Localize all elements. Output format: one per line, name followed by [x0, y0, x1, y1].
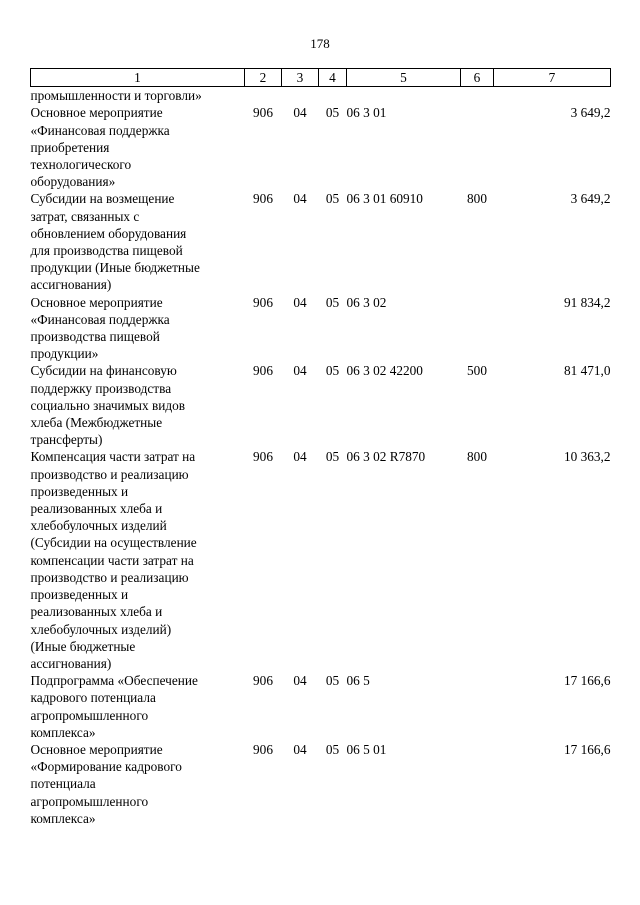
row-amount: 3 649,2 [570, 191, 611, 207]
table-row [31, 362, 611, 448]
row-subsection-code: 05 [325, 294, 340, 310]
row-expense-type: 500 [467, 363, 487, 379]
row-target-article: 06 3 01 [346, 105, 387, 121]
table-row [31, 104, 611, 190]
row-amount: 10 363,2 [563, 449, 611, 465]
row-section-code: 04 [293, 294, 307, 310]
row-subsection-code: 05 [325, 673, 340, 689]
row-section-code: 04 [293, 363, 307, 379]
row-name: Основное мероприятие «Формирование кадрового потенциала агропромышленного комплекса» [30, 741, 182, 826]
row-amount: 3 649,2 [570, 105, 611, 121]
header-col-2: 2 [245, 69, 282, 87]
row-subsection-code: 05 [325, 363, 340, 379]
row-grbs-code: 906 [253, 673, 273, 689]
row-target-article: 06 3 02 R7870 [346, 449, 426, 465]
row-section-code: 04 [293, 105, 307, 121]
row-amount: 17 166,6 [563, 741, 611, 757]
row-subsection-code: 05 [325, 741, 340, 757]
header-col-6: 6 [461, 69, 494, 87]
row-subsection-code: 05 [325, 105, 340, 121]
header-row [31, 69, 611, 87]
row-grbs-code: 906 [253, 191, 273, 207]
row-name: Основное мероприятие «Финансовая поддержка приобретения технологического оборудования» [30, 105, 170, 190]
continuation-row [31, 87, 611, 105]
row-expense-type [461, 294, 494, 363]
table-row [31, 672, 611, 741]
row-section-code: 04 [293, 741, 307, 757]
page-number: 178 [310, 36, 330, 51]
row-target-article: 06 5 01 [346, 741, 387, 757]
row-subsection-code: 05 [325, 449, 340, 465]
row-expense-type: 800 [467, 449, 487, 465]
row-expense-type: 800 [467, 191, 487, 207]
row-amount: 91 834,2 [563, 294, 611, 310]
row-expense-type [461, 672, 494, 741]
row-target-article: 06 3 02 42200 [346, 363, 423, 379]
budget-table [30, 68, 611, 827]
header-col-3: 3 [282, 69, 319, 87]
row-name: Подпрограмма «Обеспечение кадрового потенциала агропромышленного комплекса» [30, 673, 198, 740]
row-expense-type [461, 741, 494, 827]
row-grbs-code: 906 [253, 449, 273, 465]
header-col-4: 4 [319, 69, 347, 87]
header-col-1: 1 [31, 69, 245, 87]
header-col-7: 7 [494, 69, 611, 87]
row-target-article: 06 5 [346, 673, 370, 689]
row-name: Субсидии на возмещение затрат, связанных с обновлением оборудования для производства пищевой продукции (Иные бюджетные ассигнования) [30, 191, 200, 293]
table-row [31, 741, 611, 827]
row-name: Основное мероприятие «Финансовая поддержка производства пищевой продукции» [30, 294, 170, 362]
continuation-text: промышленности и торговли» [30, 88, 202, 104]
header-col-5: 5 [347, 69, 461, 87]
row-amount: 81 471,0 [563, 363, 611, 379]
row-amount: 17 166,6 [563, 673, 611, 689]
row-expense-type [461, 104, 494, 190]
row-grbs-code: 906 [253, 105, 273, 121]
row-name: Субсидии на финансовую поддержку производства социально значимых видов хлеба (Межбюджетные трансферты) [30, 363, 186, 448]
row-target-article: 06 3 02 [346, 294, 387, 310]
table-row [31, 190, 611, 293]
row-grbs-code: 906 [253, 741, 273, 757]
row-grbs-code: 906 [253, 363, 273, 379]
row-subsection-code: 05 [325, 191, 340, 207]
row-section-code: 04 [293, 191, 307, 207]
row-grbs-code: 906 [253, 294, 273, 310]
row-section-code: 04 [293, 449, 307, 465]
row-target-article: 06 3 01 60910 [346, 191, 423, 207]
row-section-code: 04 [293, 673, 307, 689]
row-name: Компенсация части затрат на производство и реализацию произведенных и реализованных хлеба и хлебобулочных изделий (Субсидии на осуществление компенсации части затрат на производство и реализацию произведенных и реализованных хлеба и хлебобулочных изделий) (Иные бюджетные ассигнования) [30, 449, 197, 671]
table-row [31, 294, 611, 363]
table-row [31, 448, 611, 672]
